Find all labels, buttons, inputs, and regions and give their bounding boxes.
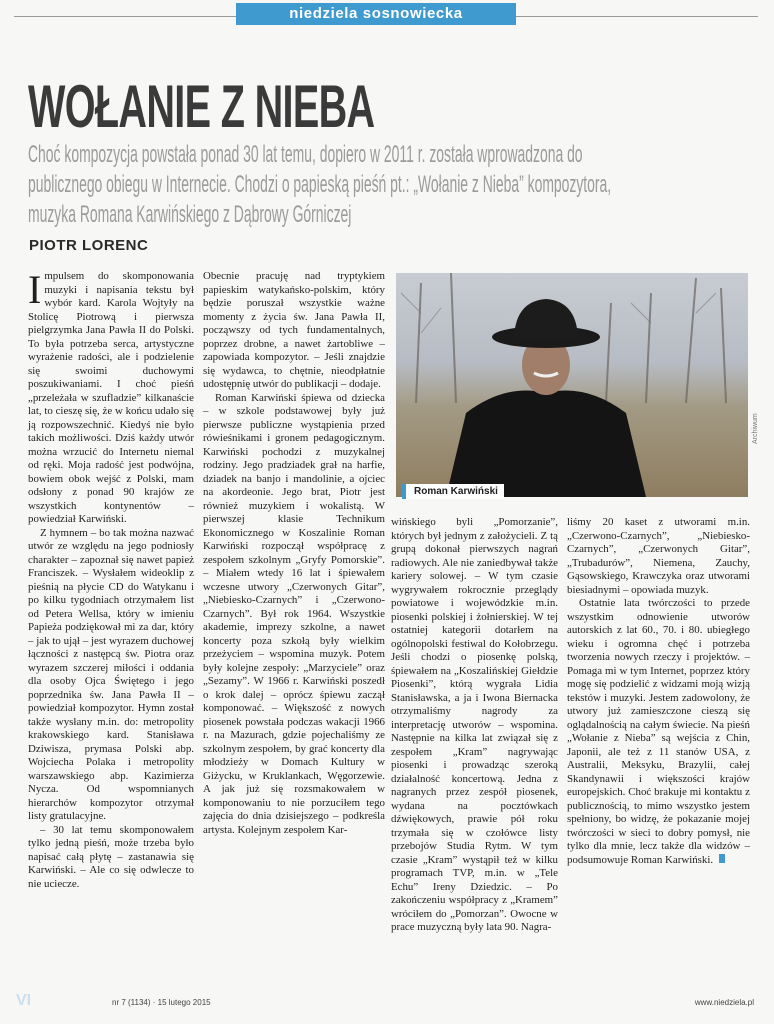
footer-logo: VI xyxy=(16,992,32,1009)
portrait-illustration xyxy=(396,273,748,497)
drop-cap: I xyxy=(28,267,42,312)
article-column-3 xyxy=(391,516,558,935)
website-link[interactable]: www.niedziela.pl xyxy=(694,998,754,1007)
article-column-4 xyxy=(567,516,750,867)
paragraph: Obecnie pracuję nad tryptykiem papieskim watykańsko-polskim, który będzie poruszał wszystkie ważne momenty z życia św. Jana Pawła II, począwszy od tych fundamentalnych, poprzez drobne, a nawet żartobliwe – zapowiada kompozytor. – Jeśli znajdzie się wydawca, to chętnie, nieodpłatnie udostępnię utwór do publikacji – dodaje. xyxy=(203,270,385,390)
paragraph xyxy=(28,267,194,527)
article-column-1 xyxy=(28,267,194,891)
photo-caption: Roman Karwiński xyxy=(402,484,504,499)
photo-credit: Archiwum xyxy=(752,413,759,444)
paragraph xyxy=(567,597,750,867)
end-mark-icon xyxy=(719,854,725,863)
section-header: niedziela sosnowiecka xyxy=(236,3,516,25)
paragraph-text: mpulsem do skomponowania muzyki i napisania tekstu był wybór kard. Karola Wojtyły na Stolicę Piotrową i pierwsza pielgrzymka Jana Pawła II do Polski. To była potrzeba serca, artystyczne wyrażenie radości, ale i podzielenie się swoimi duchowymi poszukiwaniami. I choć pieśń „przeleżała w szufladzie” kilkanaście lat, to cieszę się, że w końcu udało się ją rozpowszechnić. Kiedyś nie było takich możliwości. Dziś każdy utwór można wrzucić do Internetu niemal od ręki. Moja radość jest podwójna, bowiem obok wejść z Polski, mam odsłony z ponad 90 krajów ze wszystkich kontynentów – powiedział Karwiński. xyxy=(28,270,194,525)
article-headline: WOŁANIE Z NIEBA xyxy=(28,73,375,140)
article-lead: Choć kompozycja powstała ponad 30 lat temu, dopiero w 2011 r. została wprowadzona do publicznego obiegu w Internecie. Chodzi o papieską pieśń pt.: „Wołanie z Nieba” kompozytora, muzyka Romana Karwińskiego z Dąbrowy Górniczej xyxy=(28,141,612,228)
paragraph: – 30 lat temu skomponowałem tylko jedną pieśń, może trzeba było napisać całą płytę – zastanawia się Karwiński. – Ale co się odwlecze to nie uciecze. xyxy=(28,823,194,890)
article-photo xyxy=(396,273,748,497)
paragraph: liśmy 20 kaset z utworami m.in. „Czerwono-Czarnych”, „Niebiesko-Czarnych”, „Czerwonych Gitar”, „Trubadurów”, Niemena, Zauchy, Gąsowskiego, Krawczyka oraz utworami biesiadnymi – opowiada muzyk. xyxy=(567,516,750,596)
paragraph: Z hymnem – bo tak można nazwać utwór ze względu na jego podniosły charakter – zapoznał się nawet papież Franciszek. – Wysłałem wideoklip z pieśnią na płycie CD do Watykanu i po kilku tygodniach otrzymałem list od Petera Wellsa, który w imieniu Papieża podziękował mi za dar, który – jak to ujął – jest wyrazem duchowej łączności z następcą św. Piotra oraz wyrazem szczerej miłości i oddania dla osoby Ojca Świętego i jego poprzednika św. Jana Pawła II – powiedział kompozytor. Hymn został także wysłany m.in. do: metropolity krakowskiego kard. Stanisława Dziwisza, prymasa Polski abp. Wojciecha Polaka i metropolity warszawskiego abp. Kazimierza Nycza. Od wspomnianych hierarchów kompozytor otrzymał listy gratulacyjne. xyxy=(28,526,194,822)
paragraph: wińskiego byli „Pomorzanie”, których był jednym z założycieli. Z tą grupą dokonał pierwszych nagrań radiowych. Ale nie zaniedbywał także kariery solowej. – W tym czasie wygrywałem rokrocznie przeglądy powiatowe i wojewódzkie m.in. piosenki polskiej i żołnierskiej. W tej ostatniej kategorii dotarłem na ogólnopolski festiwal do Kołobrzegu. Jeśli chodzi o piosenkę polską, śpiewałem na „Koszalińskiej Giełdzie Piosenki”, którą wygrała Lidia Stanisławska, a ja i Iwona Biernacka otrzymaliśmy nagrody za interpretację utworów – wspomina. Następnie na kilka lat związał się z zespołem „Kram” nagrywając piosenki i prowadząc szeroką działalność koncertową. Jedna z nagranych przez zespół piosenek, wydana na pocztówkach dźwiękowych, prawie pół roku trzymała się w czołówce listy przebojów Studia Rytm. W tym czasie „Kram” wystąpił też w kilku programach TVP, m.in. w „Tele Echu” Ireny Dziedzic. – Po zakończeniu współpracy z „Kramem” wróciłem do „Pomorzan”. Owocne w prace muzyczną były lata 90. Nagra- xyxy=(391,516,558,933)
issue-info: nr 7 (1134) · 15 lutego 2015 xyxy=(112,998,211,1007)
article-column-2 xyxy=(203,270,385,837)
paragraph-text: Ostatnie lata twórczości to przede wszystkim odnowienie utworów autorskich z lat 60., 70. i 80. ubiegłego wieku i ogromna chęć i potrzeba tworzenia nowych rzeczy i projektów. – Pomaga mi w tym Internet, poprzez który mogę się podzielić z widzami moją wizją tekstów i muzyki. Jestem zadowolony, że utwory już zamieszczone cieszą się oglądalnością na całym świecie. Na pieśń „Wołanie z Nieba” są wejścia z Chin, Japonii, ale też z 11 stanów USA, z Australii, Meksyku, Brazylii, całej Skandynawii i większości krajów europejskich. Choć brakuje mi kontaktu z publicznością, to mimo wszystko jestem spełniony, bo widzę, że pokazanie mojej twórczości w sieci to dobry pomysł, nie tylko dla mnie, lecz także dla widzów – podsumowuje Roman Karwiński. xyxy=(567,597,750,866)
paragraph: Roman Karwiński śpiewa od dziecka – w szkole podstawowej były już pierwsze publiczne wystąpienia przed rówieśnikami i gronem pedagogicznym. Karwiński pochodzi z muzykalnej rodziny. Jego pradziadek grał na harfie, dziadek na banjo i mandolinie, a ojciec na akordeonie. Jego brat, Piotr jest również muzykiem i wokalistą. W pierwszej klasie Technikum Ekonomicznego w Koszalinie Roman Karwiński rozpoczął współpracę z zespołem szkolnym „Gryfy Pomorskie”. – Miałem wtedy 16 lat i śpiewałem wczesne utwory „Czerwonych Gitar”, „Niebiesko-Czarnych” i „Czerwono-Czarnych”. Był rok 1964. Wszystkie akademie, imprezy szkolne, a nawet koncerty poza szkołą były wielkim przeżyciem – wspomina muzyk. Potem były kolejne zespoły: „Marzyciele” oraz „Sezamy”. W 1966 r. Karwiński poszedł o krok dalej – oprócz śpiewu zaczął komponować. – Większość z nowych piosenek powstała podczas wakacji 1966 r. na Mazurach, gdzie pojechaliśmy ze szkolnym zespołem, by grać koncerty dla młodzieży w Domach Kultury w Giżycku, w Kruklankach, Węgorzewie. A jak już się rozsmakowałem w komponowaniu to nie porzuciłem tego zajęcia do dnia dzisiejszego – podkreśla artysta. Kolejnym zespołem Kar- xyxy=(203,391,385,836)
author-byline: PIOTR LORENC xyxy=(29,237,149,254)
page-footer xyxy=(16,992,758,1016)
